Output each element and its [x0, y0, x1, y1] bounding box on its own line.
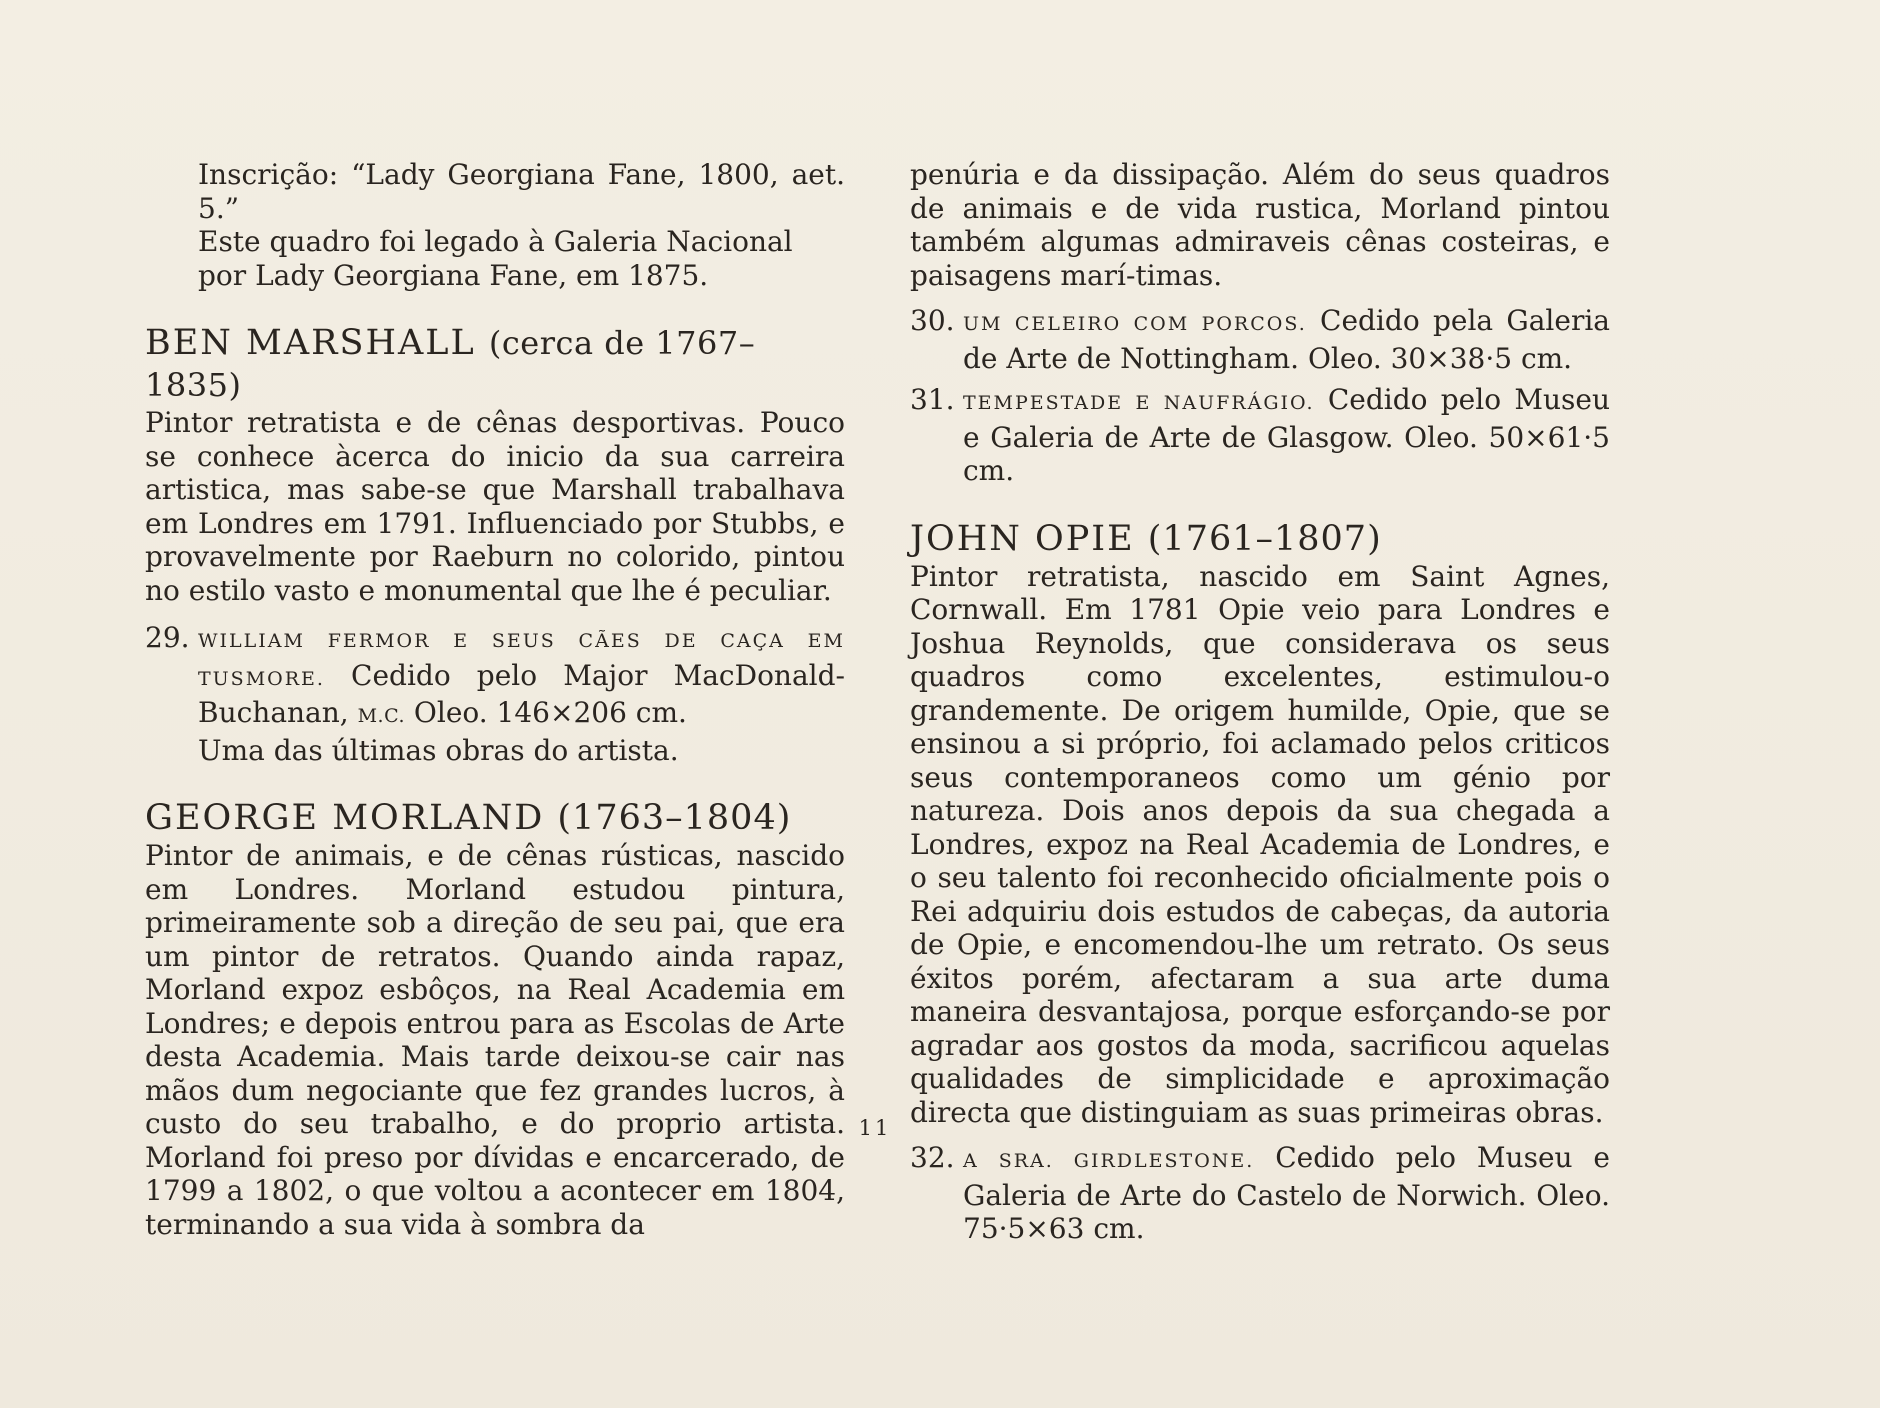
entry-title: WILLIAM FERMOR E SEUS CÃES DE CAÇA EM TUSMORE. — [198, 630, 845, 690]
heading-ben-marshall — [145, 322, 845, 406]
catalogue-entry-32 — [910, 1141, 1610, 1246]
entry-credit: Cedido pela Galeria de Arte de Nottingham. Oleo. 30×38·5 cm. — [963, 304, 1610, 375]
bio-john-opie: Pintor retratista, nascido em Saint Agnes, Cornwall. Em 1781 Opie veio para Londres e Joshua Reynolds, que considerava os seus quadros como excelentes, estimulou-o grandemente. De origem humilde, Opie, que se ensinou a si próprio, foi aclamado pelos criticos seus contemporaneos como um génio por natureza. Dois anos depois da sua chegada a Londres, expoz na Real Academia de Londres, e o seu talento foi reconhecido oficialmente pois o Rei adquiriu dois estudos de cabeças, da autoria de Opie, e encomendou-lhe um retrato. Os seus éxitos porém, afectaram a sua arte duma maneira desvantajosa, porque esforçando-se por agradar aos gostos da moda, sacrificou aquelas qualidades de simplicidade e aproximação directa que distinguiam as suas primeiras obras. — [910, 559, 1610, 1129]
entry-credit: Cedido pelo Major MacDonald-Buchanan, — [198, 658, 845, 729]
entry-note: Uma das últimas obras do artista. — [198, 733, 679, 767]
bio-ben-marshall: Pintor retratista e de cênas desportivas. Pouco se conhece àcerca do inicio da sua carreira artistica, mas sabe-se que Marshall trabalhava em Londres em 1791. Influenciado por Stubbs, e provavelmente por Raeburn no colorido, pintou no estilo vasto e monumental que lhe é peculiar. — [145, 406, 845, 607]
entry-credit: Cedido pelo Museu e Galeria de Arte do Castelo de Norwich. Oleo. 75·5×63 cm. — [963, 1141, 1610, 1245]
artist-dates: (1761–1807) — [1147, 518, 1382, 559]
entry-number: 29. — [145, 621, 190, 654]
entry-title: TEMPESTADE E NAUFRÁGIO. — [963, 392, 1315, 414]
bequest-note: Este quadro foi legado à Galeria Nacional por Lady Georgiana Fane, em 1875. — [198, 225, 793, 292]
entry-number: 31. — [910, 383, 955, 416]
entry-number: 32. — [910, 1141, 955, 1174]
artist-name: GEORGE MORLAND — [145, 798, 545, 838]
artist-name: JOHN OPIE — [910, 518, 1135, 559]
left-column — [145, 158, 845, 1241]
entry-medium-size: Oleo. 146×206 cm. — [413, 696, 687, 729]
catalogue-entry-30 — [910, 304, 1610, 375]
bio-morland-continued: penúria e da dissipação. Além do seus quadros de animais e de vida rustica, Morland pintou também algumas admiraveis cênas costeiras, e paisagens marí-timas. — [910, 158, 1610, 292]
entry-credit: Cedido pelo Museu e Galeria de Arte de Glasgow. Oleo. 50×61·5 cm. — [963, 383, 1610, 487]
entry-body — [198, 621, 845, 767]
bio-george-morland: Pintor de animais, e de cênas rústicas, nascido em Londres. Morland estudou pintura, primeiramente sob a direção de seu pai, que era um pintor de retratos. Quando ainda rapaz, Morland expoz esbôços, na Real Academia em Londres; e depois entrou para as Escolas de Arte desta Academia. Mais tarde deixou-se cair nas mãos dum negociante que fez grandes lucros, à custo do seu trabalho, e do proprio artista. Morland foi preso por dívidas e encarcerado, de 1799 a 1802, o que voltou a acontecer em 1804, terminando a sua vida à sombra da — [145, 839, 845, 1241]
entry-body — [963, 1141, 1610, 1246]
entry-title: UM CELEIRO COM PORCOS. — [963, 313, 1307, 335]
entry-number: 30. — [910, 304, 955, 337]
entry-honour: M.C. — [357, 705, 405, 727]
artist-dates: (cerca de 1767–1835) — [145, 324, 756, 404]
inscription-line: Inscrição: “Lady Georgiana Fane, 1800, aet. 5.” — [198, 158, 845, 225]
entry-body — [963, 383, 1610, 488]
heading-john-opie — [910, 518, 1610, 560]
entry-title: A SRA. GIRDLESTONE. — [963, 1150, 1255, 1172]
catalogue-entry-31 — [910, 383, 1610, 488]
right-column — [910, 158, 1610, 1246]
entry-body — [963, 304, 1610, 375]
heading-george-morland — [145, 797, 845, 839]
artist-dates: (1763–1804) — [557, 798, 792, 838]
intro-block — [145, 158, 845, 292]
catalogue-entry-29 — [145, 621, 845, 767]
page-number: 11 — [858, 1116, 892, 1140]
artist-name: BEN MARSHALL — [145, 323, 476, 363]
